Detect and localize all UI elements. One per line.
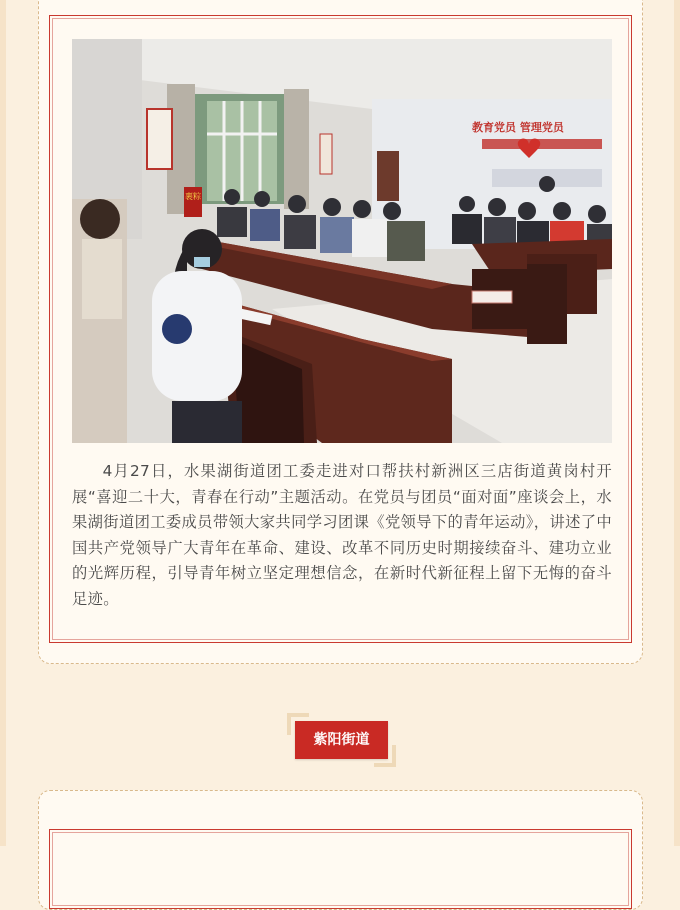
next-article-card: [38, 790, 643, 910]
event-photo: [72, 39, 612, 443]
section-title: 紫阳街道: [295, 721, 388, 759]
section-heading-tag: [295, 721, 388, 759]
page-edge-left: [0, 0, 6, 846]
photo-wall-slogan: 教育党员 管理党员: [472, 121, 564, 134]
photo-red-sign: 裹粽: [185, 192, 201, 201]
page-edge-right: [674, 0, 680, 846]
next-article-frame: [49, 829, 632, 909]
article-card: [38, 0, 643, 664]
article-caption: 4月27日，水果湖街道团工委走进对口帮扶村新洲区三店街道黄岗村开展“喜迎二十大，青春在行动”主题活动。在党员与团员“面对面”座谈会上，水果湖街道团工委成员带领大家共同学习团课《党领导下的青年运动》，讲述了中国共产党领导广大青年在革命、建设、改革不同历史时期接续奋斗、建功立业的光辉历程，引导青年树立坚定理想信念，在新时代新征程上留下无悔的奋斗足迹。: [72, 462, 612, 608]
